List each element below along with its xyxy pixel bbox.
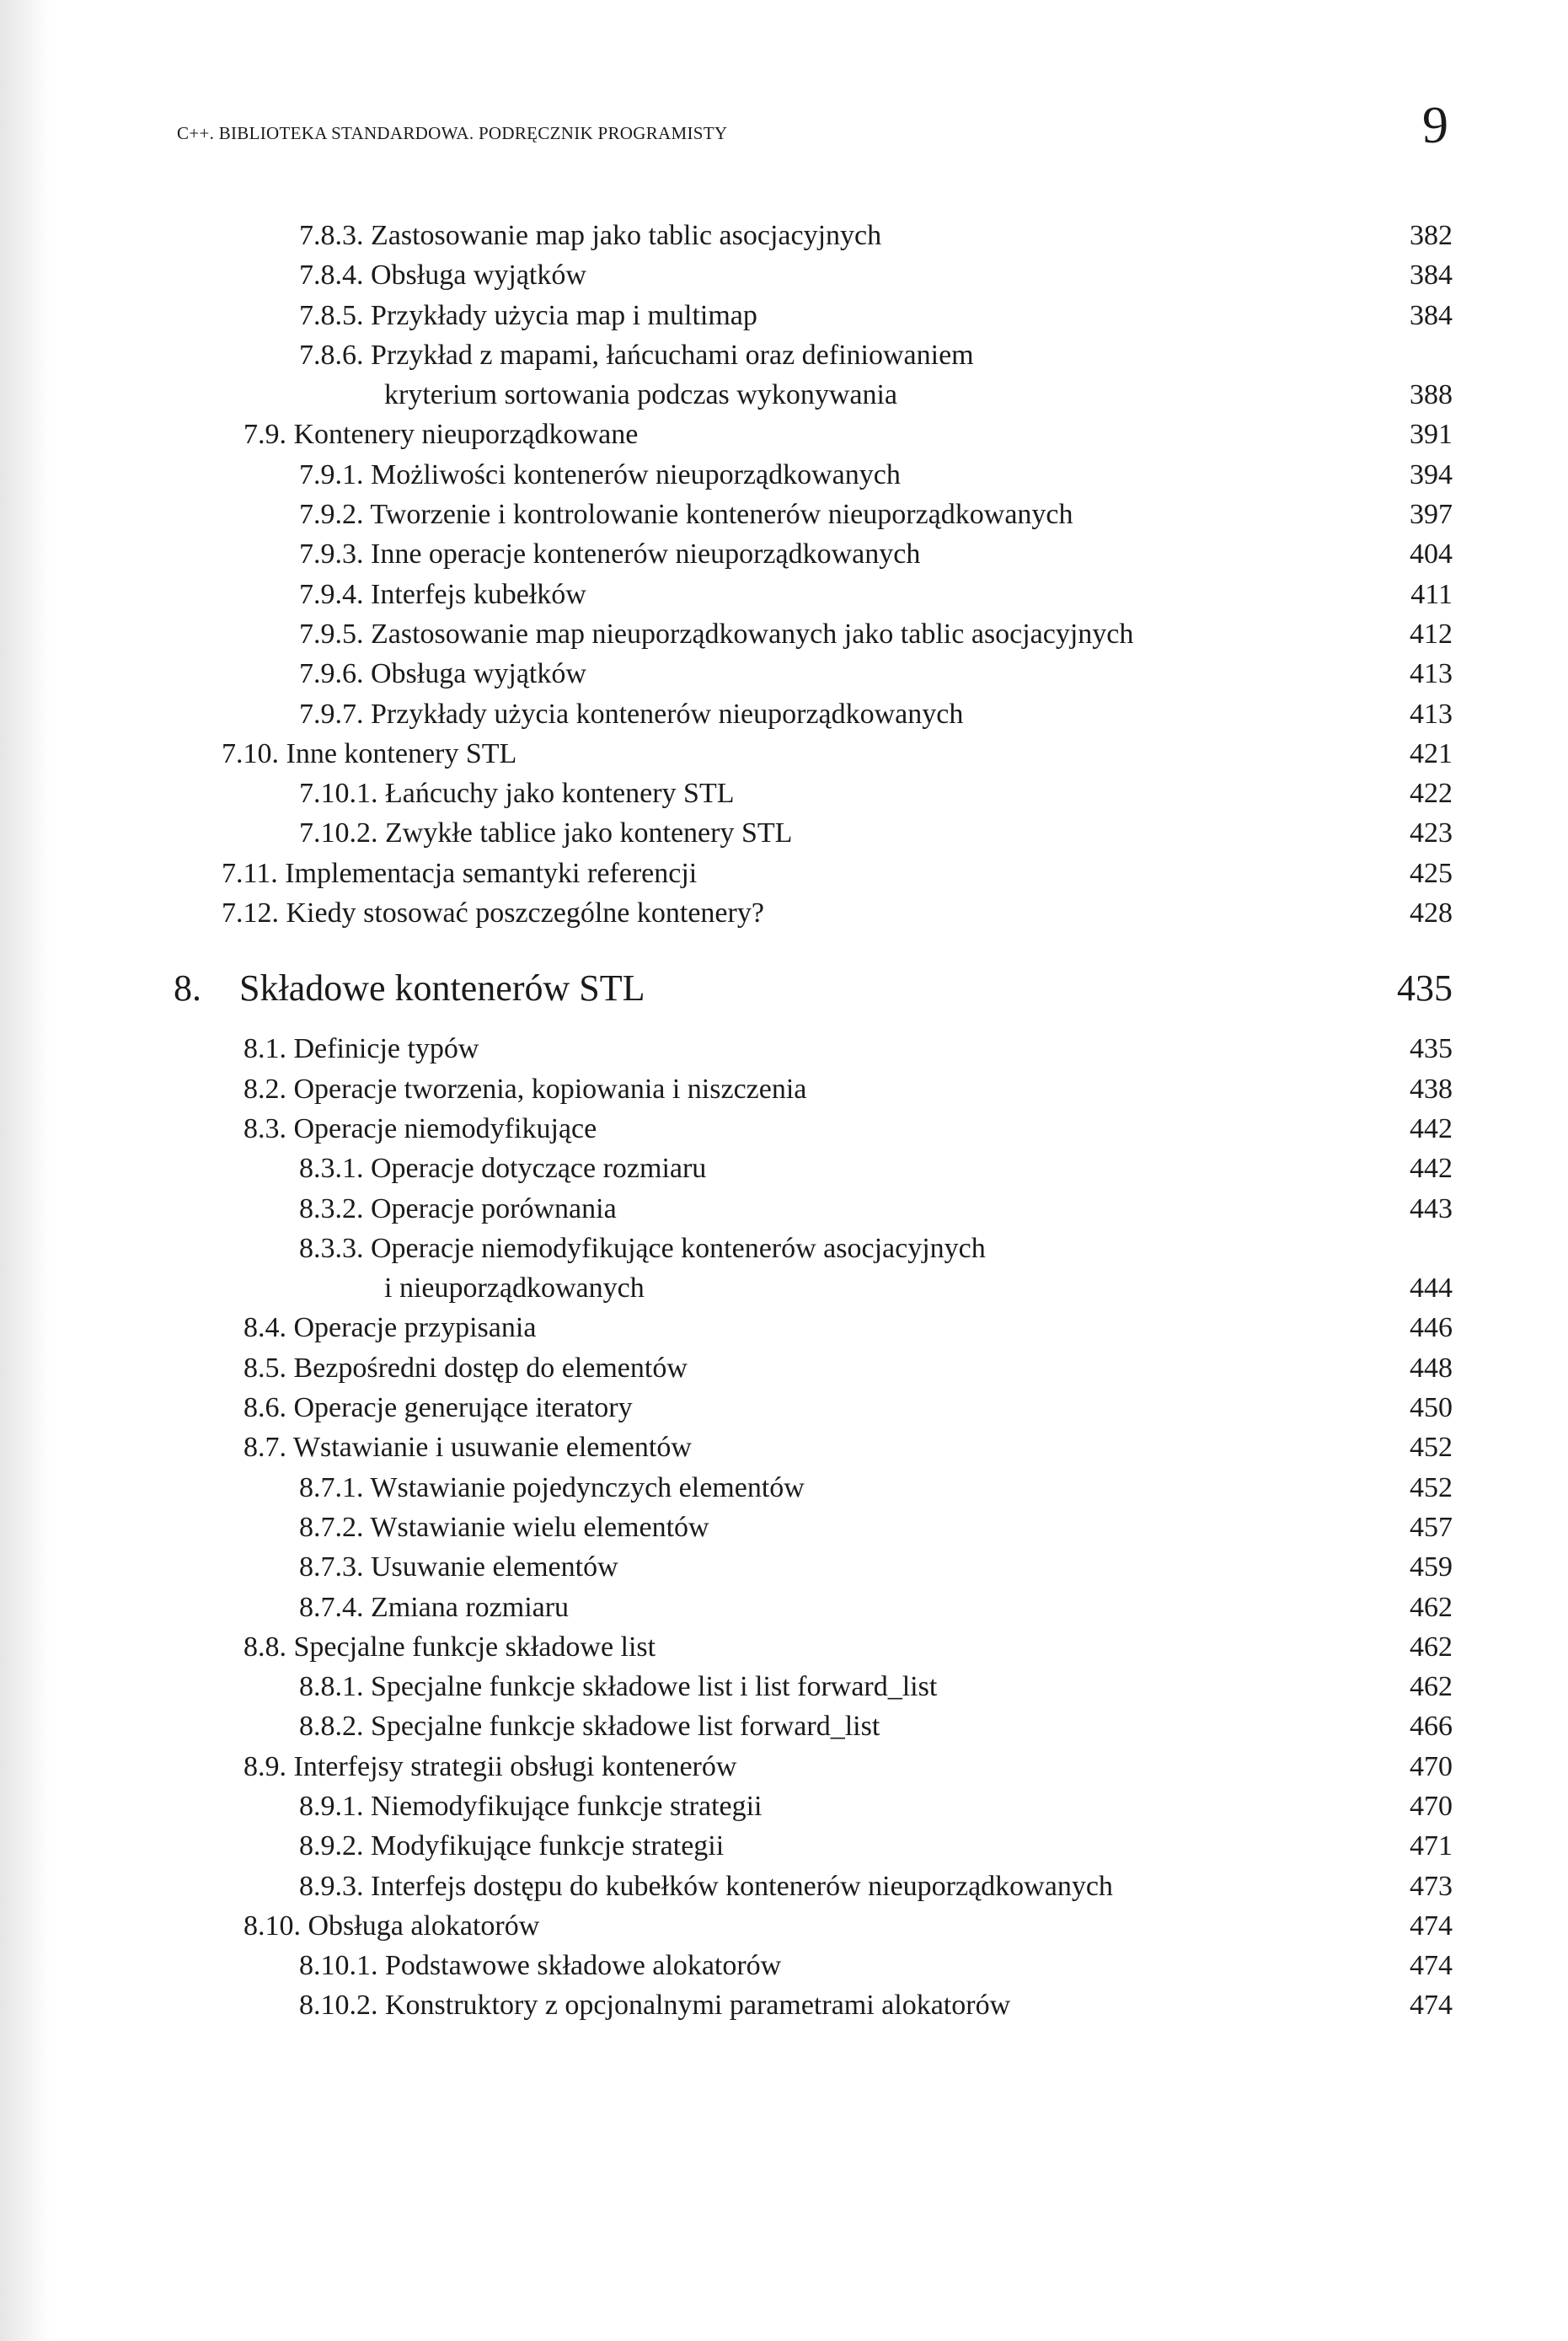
entry-page-number: 384 (1410, 299, 1453, 331)
entry-title: 8.6. Operacje generujące iteratory (243, 1392, 633, 1424)
entry-page-number: 442 (1410, 1153, 1453, 1185)
entry-page-number: 470 (1410, 1790, 1453, 1822)
toc-entry (0, 1706, 1568, 1746)
entry-page-number: 435 (1410, 1033, 1453, 1065)
entry-title: 8.9.1. Niemodyfikujące funkcje strategii (299, 1790, 763, 1822)
entry-title: 8.10.1. Podstawowe składowe alokatorów (299, 1950, 782, 1982)
entry-title: i nieuporządkowanych (384, 1272, 645, 1304)
entry-title: 8.9.2. Modyfikujące funkcje strategii (299, 1830, 725, 1862)
toc-entry (0, 1946, 1568, 1985)
entry-title: 7.9.6. Obsługa wyjątków (299, 658, 586, 690)
toc-entry (0, 774, 1568, 813)
toc-entry (0, 1268, 1568, 1308)
entry-title: 8.2. Operacje tworzenia, kopiowania i niszczenia (243, 1073, 807, 1105)
entry-page-number: 446 (1410, 1312, 1453, 1344)
toc-entry (0, 534, 1568, 574)
entry-page-number: 382 (1410, 220, 1453, 251)
chapter-number: 8. (174, 967, 201, 1010)
toc-entry (0, 1508, 1568, 1547)
toc-entry (0, 1428, 1568, 1467)
entry-page-number: 394 (1410, 458, 1453, 490)
entry-page-number: 413 (1410, 658, 1453, 690)
entry-title: kryterium sortowania podczas wykonywania (384, 379, 897, 411)
toc-entry (0, 1547, 1568, 1587)
entry-title: 7.8.4. Obsługa wyjątków (299, 260, 586, 292)
entry-title: 8.7.2. Wstawianie wielu elementów (299, 1511, 709, 1543)
entry-title: 8.8.2. Specjalne funkcje składowe list forward_list (299, 1711, 880, 1743)
toc-entry (0, 455, 1568, 495)
toc-entry (0, 854, 1568, 893)
entry-page-number: 442 (1410, 1112, 1453, 1144)
toc-entry (0, 1985, 1568, 2025)
entry-page-number: 397 (1410, 499, 1453, 531)
entry-title: 8.7.1. Wstawianie pojedynczych elementów (299, 1471, 805, 1503)
toc-entry (0, 575, 1568, 614)
entry-page-number: 404 (1410, 538, 1453, 571)
entry-title: 7.9.3. Inne operacje kontenerów nieuporządkowanych (299, 538, 921, 571)
entry-page-number: 444 (1410, 1272, 1453, 1304)
entry-title: 7.8.5. Przykłady użycia map i multimap (299, 299, 757, 331)
entry-page-number: 462 (1410, 1671, 1453, 1703)
toc-entry (0, 1826, 1568, 1866)
entry-title: 7.9.1. Możliwości kontenerów nieuporządkowanych (299, 458, 901, 490)
toc-entry (0, 1229, 1568, 1268)
entry-page-number: 423 (1410, 817, 1453, 849)
toc-entry (0, 1906, 1568, 1946)
toc-entry (0, 255, 1568, 295)
entry-page-number: 471 (1410, 1830, 1453, 1862)
entry-page-number: 443 (1410, 1192, 1453, 1224)
toc-entry (0, 415, 1568, 454)
toc-entry (0, 614, 1568, 654)
entry-page-number: 421 (1410, 737, 1453, 769)
entry-page-number: 474 (1410, 1990, 1453, 2022)
toc-entry (0, 1667, 1568, 1706)
toc-entry (0, 495, 1568, 534)
entry-title: 7.10.2. Zwykłe tablice jako kontenery STL (299, 817, 793, 849)
toc-entry (0, 1787, 1568, 1826)
entry-title: 8.7.3. Usuwanie elementów (299, 1551, 618, 1583)
toc-entry (0, 694, 1568, 734)
running-header: C++. BIBLIOTEKA STANDARDOWA. PODRĘCZNIK PROGRAMISTY (177, 123, 728, 143)
entry-title: 7.8.3. Zastosowanie map jako tablic asocjacyjnych (299, 220, 882, 251)
entry-page-number: 457 (1410, 1511, 1453, 1543)
entry-title: 8.1. Definicje typów (243, 1033, 479, 1065)
entry-page-number: 438 (1410, 1073, 1453, 1105)
toc-entry (0, 1149, 1568, 1188)
page-number: 9 (1422, 97, 1448, 154)
entry-page-number: 474 (1410, 1910, 1453, 1942)
entry-title: 8.3. Operacje niemodyfikujące (243, 1112, 597, 1144)
toc-entry (0, 1627, 1568, 1667)
toc-entry (0, 813, 1568, 853)
entry-page-number: 450 (1410, 1392, 1453, 1424)
entry-title: 7.10. Inne kontenery STL (222, 737, 517, 769)
entry-page-number: 384 (1410, 260, 1453, 292)
entry-title: 8.4. Operacje przypisania (243, 1312, 537, 1344)
entry-page-number: 470 (1410, 1750, 1453, 1782)
toc-entry (0, 1308, 1568, 1347)
entry-title: 8.9. Interfejsy strategii obsługi kontenerów (243, 1750, 737, 1782)
entry-page-number: 413 (1410, 698, 1453, 730)
toc-entry (0, 335, 1568, 375)
entry-page-number: 412 (1410, 618, 1453, 650)
toc-entry (0, 893, 1568, 933)
entry-title: 8.8.1. Specjalne funkcje składowe list i list forward_list (299, 1671, 938, 1703)
entry-title: 7.9.7. Przykłady użycia kontenerów nieuporządkowanych (299, 698, 964, 730)
entry-title: 7.9.2. Tworzenie i kontrolowanie kontenerów nieuporządkowanych (299, 499, 1073, 531)
toc-entry (0, 1388, 1568, 1428)
entry-title: 8.3.3. Operacje niemodyfikujące kontenerów asocjacyjnych (299, 1232, 986, 1264)
entry-title: 8.3.1. Operacje dotyczące rozmiaru (299, 1153, 707, 1185)
toc-entry (0, 654, 1568, 694)
entry-page-number: 422 (1410, 778, 1453, 810)
entry-title: 7.12. Kiedy stosować poszczególne kontenery? (222, 897, 764, 929)
entry-page-number: 474 (1410, 1950, 1453, 1982)
entry-page-number: 428 (1410, 897, 1453, 929)
entry-page-number: 411 (1410, 578, 1453, 610)
entry-title: 8.10. Obsługa alokatorów (243, 1910, 540, 1942)
entry-title: 7.8.6. Przykład z mapami, łańcuchami oraz definiowaniem (299, 339, 974, 371)
entry-page-number: 462 (1410, 1631, 1453, 1663)
entry-title: 7.9. Kontenery nieuporządkowane (243, 419, 639, 451)
chapter-entry (0, 962, 1568, 1015)
entry-page-number: 462 (1410, 1591, 1453, 1623)
entry-page-number: 388 (1410, 379, 1453, 411)
toc-entry (0, 1029, 1568, 1069)
entry-page-number: 448 (1410, 1352, 1453, 1384)
entry-page-number: 459 (1410, 1551, 1453, 1583)
toc-entry (0, 1747, 1568, 1787)
entry-page-number: 473 (1410, 1870, 1453, 1902)
entry-page-number: 435 (1397, 967, 1453, 1010)
entry-title: 8.5. Bezpośredni dostęp do elementów (243, 1352, 688, 1384)
table-of-contents (0, 216, 1568, 2026)
toc-entry (0, 1189, 1568, 1229)
entry-title: 8.8. Specjalne funkcje składowe list (243, 1631, 656, 1663)
toc-entry (0, 296, 1568, 335)
toc-entry (0, 1867, 1568, 1906)
entry-title: 8.3.2. Operacje porównania (299, 1192, 617, 1224)
entry-title: 7.11. Implementacja semantyki referencji (222, 857, 698, 889)
toc-entry (0, 734, 1568, 774)
entry-title: 8.9.3. Interfejs dostępu do kubełków kontenerów nieuporządkowanych (299, 1870, 1113, 1902)
toc-entry (0, 1348, 1568, 1388)
entry-title: 8.10.2. Konstruktory z opcjonalnymi parametrami alokatorów (299, 1990, 1011, 2022)
toc-entry (0, 216, 1568, 255)
toc-entry (0, 1069, 1568, 1109)
entry-page-number: 425 (1410, 857, 1453, 889)
entry-title: Składowe kontenerów STL (239, 967, 645, 1010)
entry-title: 8.7.4. Zmiana rozmiaru (299, 1591, 570, 1623)
entry-page-number: 452 (1410, 1471, 1453, 1503)
entry-title: 8.7. Wstawianie i usuwanie elementów (243, 1432, 692, 1464)
entry-title: 7.10.1. Łańcuchy jako kontenery STL (299, 778, 735, 810)
toc-entry (0, 1109, 1568, 1149)
entry-title: 7.9.5. Zastosowanie map nieuporządkowanych jako tablic asocjacyjnych (299, 618, 1134, 650)
toc-entry (0, 1468, 1568, 1508)
toc-entry (0, 1588, 1568, 1627)
entry-page-number: 466 (1410, 1711, 1453, 1743)
entry-page-number: 391 (1410, 419, 1453, 451)
toc-entry (0, 375, 1568, 415)
entry-title: 7.9.4. Interfejs kubełków (299, 578, 586, 610)
entry-page-number: 452 (1410, 1432, 1453, 1464)
